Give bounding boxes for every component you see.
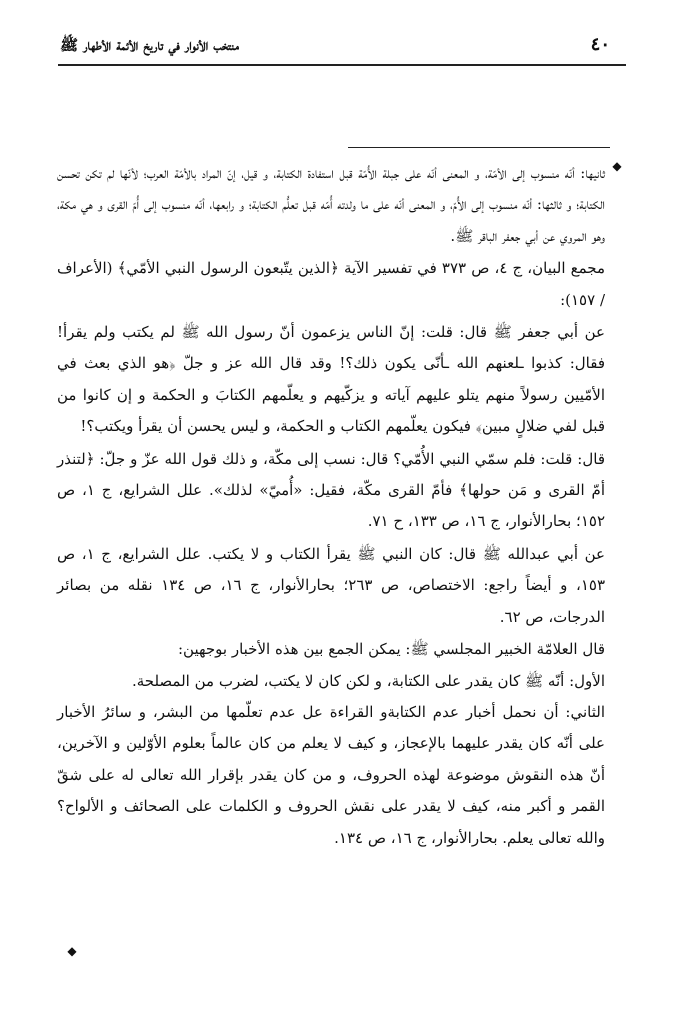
paragraph-majma-reference: مجمع البيان، ج ٤، ص ٣٧٣ في تفسير الآية ﴿الذين يتّبعون الرسول النبي الأمّي﴾ (الأعراف / ١٥٧): [57,259,605,309]
paragraph-ummi-question: قال: قلت: فلم سمّي النبي الأُمّي؟ قال: نسب إلى مكّة، و ذلك قول الله عزّ و جلّ: ﴿لتنذر أمّ القرى و مَن حولها﴾ فأمّ القرى مكّة، فقيل: «أُميّ» لذلك». علل الشرايع، ج ١، ص ١٥٢؛ بحارالأنوار، ج ١٦، ص ١٣٣، ح ٧١. [57,449,605,531]
footnote-start-marker-icon: ◆ [612,159,622,173]
paragraph-abu-abdillah-narration: عن أبي عبدالله ﷺ قال: كان النبي ﷺ يقرأ الكتاب و لا يكتب. علل الشرايع، ج ١، ص ١٥٣، و أيضاً راجع: الاختصاص، ص ٢٦٣؛ بحارالأنوار، ج ١٦، ص ١٣٤ نقله من بصائر الدرجات، ص ٦٢. [57,544,605,626]
paragraph-majlisi-intro: قال العلامّة الخبير المجلسي ﷺ: يمكن الجمع بين هذه الأخبار بوجهين: [177,640,605,659]
header-rule [58,64,626,66]
footnote-end-marker-icon: ◆ [67,944,77,958]
paragraph-second-view: الثاني: أن نحمل أخبار عدم الكتابةو القراءة عل عدم تعلّمها من البشر، و سائرُ الأخبار على أنّه كان يقدر عليهما بالإعجاز، و كيف لا يعلم من كان عالماً بعلوم الأوّلين و الآخرين، أنّ هذه النقوش موضوعة لهذه الحروف، و من كان يقدر بإقرار الله تعالى له على شقّ القمر و أكبر منه، كيف لا يقدر على نقش الحروف و الكلمات على الصحائف و الألواح؟ والله تعالى يعلم. بحارالأنوار، ج ١٦، ص ١٣٤. [57,702,605,847]
page-number: ٤٠ [590,34,610,55]
paragraph-first-view: الأول: أنّه ﷺ كان يقدر على الكتابة، و لكن كان لا يكتب، لضرب من المصلحة. [131,671,605,690]
running-title: منتخب الأنوار في تاريخ الأئمة الأطهار ﷺ [60,36,239,54]
footnote-rule [348,147,610,148]
paragraph-meanings: ثانيها: أنّه منسوب إلى الأمّة، و المعنى أنّه على جبلة الأُمّة قبل استفادة الكتابة، و قيل، إنّ المراد بالأمّة العرب؛ لأنّها لم تكن تحسن الكتابة؛ و ثالثها: أنّه منسوب إلى الأُمّ، و المعنى أنّه على ما ولدته أُمّه قبل تعلُّم الكتابة؛ و رابعها، أنّه منسوب إلى أُمّ القرى و هي مكة، وهو المروي عن أبي جعفر الباقر ﷺ. [57,164,605,245]
footnote-body [57,158,605,854]
page-header [58,34,618,60]
paragraph-abu-jafar-narration: عن أبي جعفر ﷺ قال: قلت: إنّ الناس يزعمون أنّ رسول الله ﷺ لم يكتب ولم يقرأ! فقال: كذبوا ـلعنهم الله ـأنّى يكون ذلك؟! وقد قال الله عز و جلّ ﴿هو الذي بعث في الأمّيين رسولاً منهم يتلو عليهم آياته و يزكّيهم و يعلّمهم الكتابَ و الحكمة و إن كانوا من قبل لفي ضلالٍ مبين﴾ فيكون يعلّمهم الكتاب و الحكمة، و ليس يحسن أن يقرأ ويكتب؟! [57,323,605,436]
